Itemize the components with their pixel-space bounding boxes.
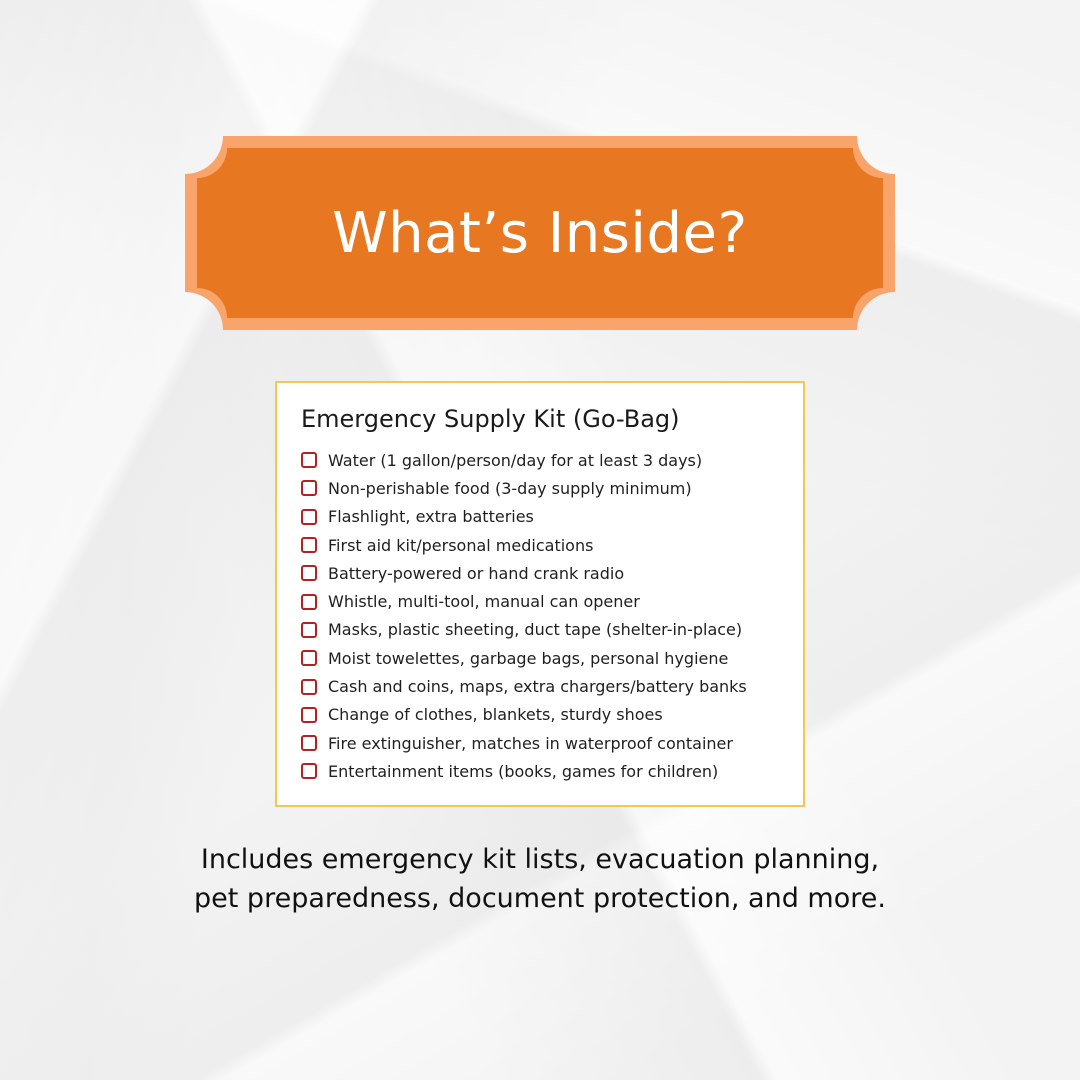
checklist-item-label: Water (1 gallon/person/day for at least 3 days) — [328, 450, 703, 470]
checkbox[interactable] — [301, 594, 317, 610]
checklist-item-label: Fire extinguisher, matches in waterproof container — [328, 733, 733, 753]
checklist-item — [301, 701, 747, 729]
checklist-card — [275, 381, 805, 807]
checklist — [301, 446, 747, 786]
description-text: Includes emergency kit lists, evacuation planning, pet preparedness, document protection, and more. — [194, 844, 886, 914]
checkbox[interactable] — [301, 537, 317, 553]
checklist-item — [301, 616, 747, 644]
checklist-item-label: Masks, plastic sheeting, duct tape (shelter-in-place) — [328, 620, 743, 640]
checkbox[interactable] — [301, 622, 317, 638]
checkbox[interactable] — [301, 735, 317, 751]
checklist-item-label: Cash and coins, maps, extra chargers/battery banks — [328, 677, 747, 697]
checklist-item — [301, 503, 747, 531]
checkbox[interactable] — [301, 480, 317, 496]
checklist-item — [301, 587, 747, 615]
checkbox[interactable] — [301, 509, 317, 525]
checkbox[interactable] — [301, 650, 317, 666]
checkbox[interactable] — [301, 565, 317, 581]
checklist-item — [301, 474, 747, 502]
banner-title: What’s Inside? — [332, 200, 748, 266]
checkbox[interactable] — [301, 452, 317, 468]
checklist-item — [301, 672, 747, 700]
checklist-title: Emergency Supply Kit (Go-Bag) — [301, 405, 680, 433]
checklist-item — [301, 559, 747, 587]
checklist-item — [301, 446, 747, 474]
checklist-item-label: Whistle, multi-tool, manual can opener — [328, 592, 640, 612]
checkbox[interactable] — [301, 763, 317, 779]
title-banner — [185, 136, 895, 330]
checklist-item-label: Non-perishable food (3-day supply minimum) — [328, 478, 692, 498]
checklist-item — [301, 729, 747, 757]
checklist-item — [301, 531, 747, 559]
checklist-item-label: Flashlight, extra batteries — [328, 507, 534, 527]
checklist-item — [301, 757, 747, 785]
checklist-item-label: Battery-powered or hand crank radio — [328, 563, 625, 583]
checklist-item-label: Entertainment items (books, games for children) — [328, 761, 719, 781]
checkbox[interactable] — [301, 679, 317, 695]
checkbox[interactable] — [301, 707, 317, 723]
checklist-item-label: Moist towelettes, garbage bags, personal hygiene — [328, 648, 729, 668]
checklist-item-label: First aid kit/personal medications — [328, 535, 594, 555]
checklist-item — [301, 644, 747, 672]
checklist-item-label: Change of clothes, blankets, sturdy shoes — [328, 705, 663, 725]
